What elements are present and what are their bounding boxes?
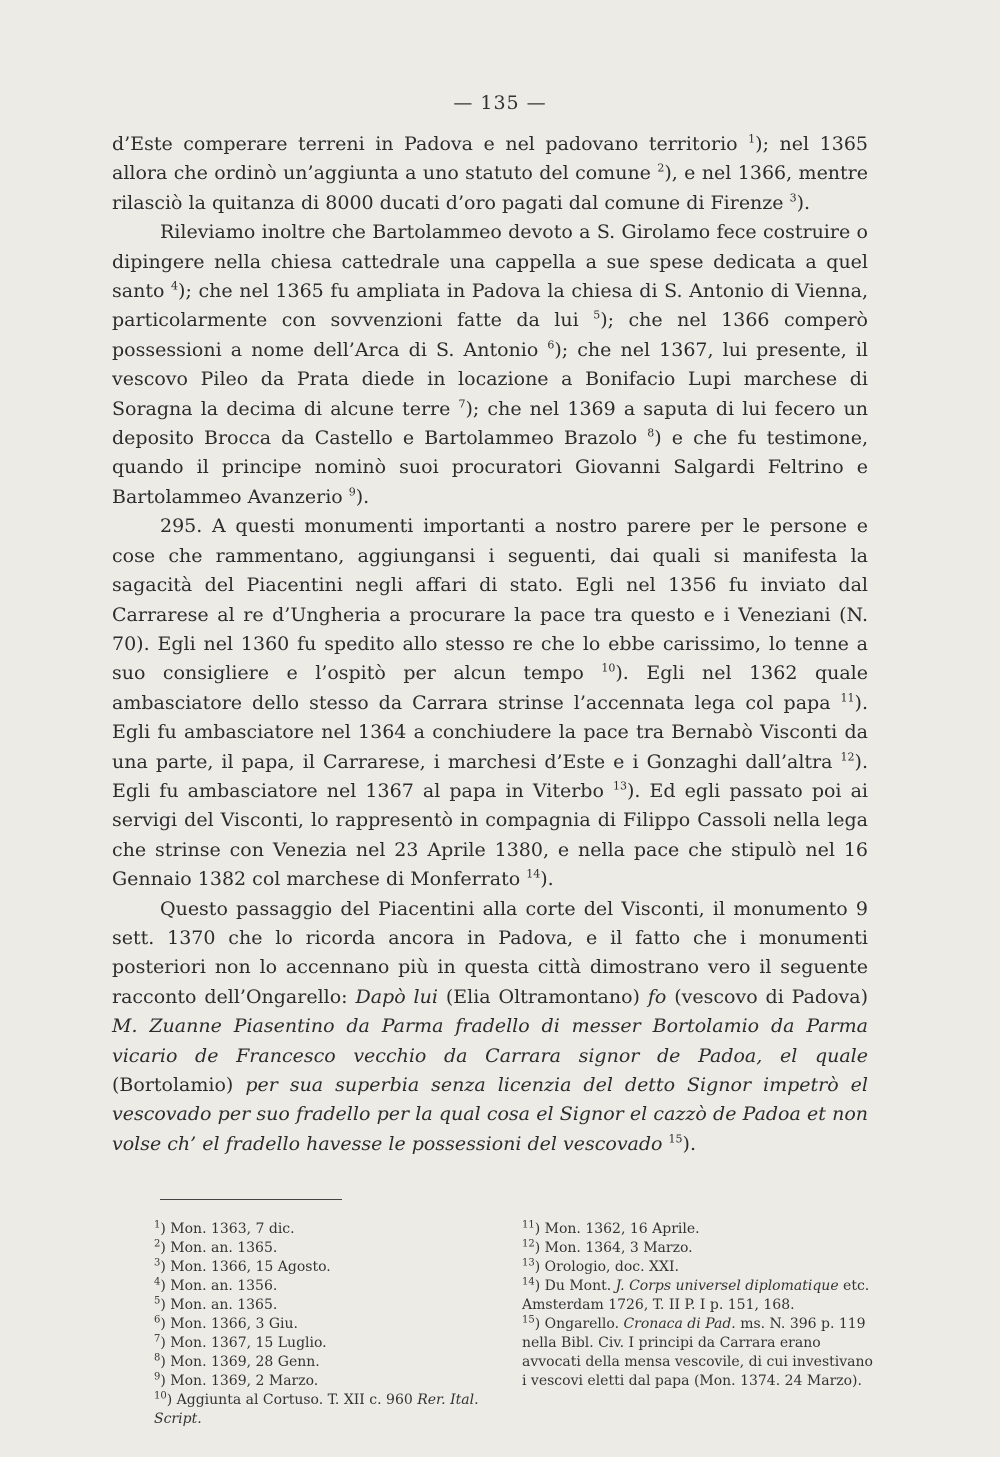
footnote-ref: 5 bbox=[593, 309, 601, 323]
footnote-ref: 9 bbox=[348, 485, 356, 499]
footnote-number: 15 bbox=[522, 1314, 535, 1326]
footnote-number: 8 bbox=[154, 1352, 161, 1364]
text-run: ), e nel 1366, mentre rilasciò la quitanza di 8000 ducati d’oro pagati dal comune di Firenze bbox=[112, 162, 869, 214]
text-run: ) Orologio, doc. XXI. bbox=[534, 1259, 679, 1276]
italic-text: M. Zuanne Piasentino da Parma fradello di messer Bortolamio da Parma vicario de Francesco vecchio da Carrara signor de Padoa, el quale bbox=[112, 1015, 868, 1067]
main-text bbox=[112, 130, 868, 1159]
text-run: d’Este comperare terreni in Padova e nel padovano territorio bbox=[112, 133, 749, 155]
footnote-number: 11 bbox=[522, 1219, 535, 1231]
footnote-number: 1 bbox=[154, 1219, 161, 1231]
text-run: ) Mon. 1362, 16 Aprile. bbox=[534, 1221, 700, 1238]
footnote bbox=[522, 1258, 878, 1277]
text-run: ) Mon. an. 1365. bbox=[160, 1297, 278, 1314]
footnote bbox=[154, 1220, 506, 1239]
footnotes-left-column bbox=[118, 1220, 506, 1429]
footnotes bbox=[118, 1220, 878, 1429]
text-run: ) Mon. 1369, 2 Marzo. bbox=[160, 1373, 319, 1390]
text-run: ) Du Mont. bbox=[534, 1278, 616, 1295]
text-run: (vescovo di Padova) bbox=[666, 985, 869, 1008]
footnote-number: 13 bbox=[522, 1257, 535, 1269]
footnotes-right-column bbox=[506, 1220, 878, 1429]
text-run: ) Mon. 1363, 7 dic. bbox=[160, 1221, 295, 1238]
text-run: ). Egli nel 1362 quale ambasciatore dello stesso da Carrara strinse l’accennata lega col papa bbox=[112, 662, 868, 714]
footnote-ref: 8 bbox=[647, 426, 655, 440]
footnote bbox=[154, 1239, 506, 1258]
footnote-ref: 11 bbox=[840, 691, 855, 705]
footnote-ref: 15 bbox=[668, 1132, 683, 1146]
text-run: (Elia Oltramontano) bbox=[437, 985, 648, 1008]
text-run: 295. A questi monumenti importanti a nostro parere per le persone e cose che rammentano, aggiungansi i seguenti, dai quali si manifesta la sagacità del Piacentini negli affari di stato. Egli nel 1356 fu inviato dal Carrarese al re d’Ungheria a procurare la pace tra questo e i Veneziani (N. 70). Egli nel 1360 fu spedito allo stesso re che lo ebbe carissimo, lo tenne a suo consigliere e l’ospitò per alcun tempo bbox=[112, 515, 868, 685]
footnote-ref: 14 bbox=[526, 867, 541, 881]
footnote bbox=[154, 1296, 506, 1315]
text-run: ). Ed egli passato poi ai servigi del Visconti, lo rappresentò in compagnia di Filippo Cassoli nella lega che strinse con Venezia nel 23 Aprile 1380, e nella pace che stipulò nel 16 Gennaio 1382 col marchese di Monferrato bbox=[112, 779, 869, 891]
paragraph bbox=[112, 512, 868, 894]
footnote-number: 2 bbox=[154, 1238, 161, 1250]
footnote bbox=[154, 1353, 506, 1372]
footnote bbox=[154, 1277, 506, 1296]
footnote-number: 7 bbox=[154, 1333, 161, 1345]
footnote bbox=[154, 1391, 506, 1429]
footnote-ref: 7 bbox=[458, 397, 466, 411]
text-run: ) e che fu testimone, quando il principe nominò suoi procuratori Giovanni Salgardi Feltrino e Bartolammeo Avanzerio bbox=[112, 427, 868, 508]
text-run: ) Mon. 1366, 3 Giu. bbox=[160, 1316, 298, 1333]
text-run: ). bbox=[796, 191, 811, 214]
paragraph bbox=[112, 895, 868, 1160]
footnote-ref: 6 bbox=[547, 338, 555, 352]
text-run: ); nel 1365 allora che ordinò un’aggiunta a uno statuto del comune bbox=[112, 133, 868, 185]
italic-text: Cronaca di Pad. bbox=[623, 1316, 736, 1333]
footnote bbox=[522, 1220, 878, 1239]
footnote-ref: 2 bbox=[657, 162, 665, 176]
text-run: ); che nel 1365 fu ampliata in Padova la chiesa di S. Antonio di Vienna, particolarmente con sovvenzioni fatte da lui bbox=[112, 280, 868, 332]
footnote-number: 9 bbox=[154, 1371, 161, 1383]
text-run: ) Mon. 1364, 3 Marzo. bbox=[534, 1240, 693, 1257]
footnote bbox=[154, 1258, 506, 1277]
footnote-number: 12 bbox=[522, 1238, 535, 1250]
footnote-number: 14 bbox=[522, 1276, 535, 1288]
page-number: — 135 — bbox=[453, 92, 547, 114]
italic-text: Dapò lui bbox=[355, 985, 438, 1008]
text-run: ); che nel 1367, lui presente, il vescovo Pileo da Prata diede in locazione a Bonifacio Lupi marchese di Soragna la decima di alcune terre bbox=[112, 338, 868, 420]
footnote-ref: 12 bbox=[840, 750, 855, 764]
text-run: ) Ongarello. bbox=[534, 1316, 624, 1333]
footnote-separator bbox=[160, 1199, 342, 1200]
text-run: Questo passaggio del Piacentini alla corte del Visconti, il monumento 9 sett. 1370 che lo ricorda ancora in Padova, e il fatto che i monumenti posteriori non lo accennano più in questa città dimostrano vero il seguente racconto dell’Ongarello: bbox=[112, 897, 868, 1008]
footnote-number: 4 bbox=[154, 1276, 161, 1288]
italic-text: fo bbox=[647, 985, 667, 1008]
text-run: ) Mon. 1369, 28 Genn. bbox=[160, 1354, 320, 1371]
text-run: ); che nel 1369 a saputa di lui fecero un deposito Brocca da Castello e Bartolammeo Brazolo bbox=[112, 397, 868, 450]
text-run: ); che nel 1366 comperò possessioni a nome dell’Arca di S. Antonio bbox=[112, 309, 868, 361]
text-run: ) Mon. an. 1356. bbox=[160, 1278, 278, 1295]
text-run: ). bbox=[682, 1132, 696, 1155]
text-run: ). Egli fu ambasciatore nel 1367 al papa in Viterbo bbox=[112, 750, 868, 802]
footnote-ref: 1 bbox=[748, 132, 756, 146]
footnote bbox=[154, 1315, 506, 1334]
footnote-ref: 3 bbox=[789, 191, 797, 205]
footnote bbox=[522, 1239, 878, 1258]
paragraph bbox=[112, 218, 868, 512]
text-run: etc. Amsterdam 1726, T. II P. I p. 151, 168. bbox=[522, 1278, 870, 1314]
footnote-number: 6 bbox=[154, 1314, 161, 1326]
text-run: ). Egli fu ambasciatore nel 1364 a conchiudere la pace tra Bernabò Visconti da una parte, il papa, il Carrarese, i marchesi d’Este e i Gonzaghi dall’altra bbox=[112, 691, 868, 773]
footnote-number: 5 bbox=[154, 1295, 161, 1307]
text-run: ). bbox=[355, 485, 370, 508]
footnote-number: 10 bbox=[154, 1390, 167, 1402]
footnote-ref: 10 bbox=[601, 661, 616, 675]
text-run: ) Mon. 1367, 15 Luglio. bbox=[160, 1335, 327, 1352]
text-run: (Bortolamio) bbox=[112, 1074, 246, 1096]
italic-text: Rer. Ital. Script. bbox=[154, 1392, 479, 1428]
text-run: ms. N. 396 p. 119 nella Bibl. Civ. I principi da Carrara erano avvocati della mensa vescovile, di cui investivano i vescovi eletti dal papa (Mon. 1374. 24 Marzo). bbox=[522, 1316, 873, 1390]
text-run: Rileviamo inoltre che Bartolammeo devoto a S. Girolamo fece costruire o dipingere nella chiesa cattedrale una cappella a sue spese dedicata a quel santo bbox=[112, 221, 868, 303]
text-run: ) Mon. an. 1365. bbox=[160, 1240, 278, 1257]
text-run: ) Mon. 1366, 15 Agosto. bbox=[160, 1259, 331, 1276]
footnote bbox=[522, 1315, 878, 1391]
text-run: ) Aggiunta al Cortuso. T. XII c. 960 bbox=[166, 1392, 418, 1409]
paragraph bbox=[112, 130, 868, 218]
italic-text: per sua superbia senza licenzia del detto Signor impetrò el vescovado per suo fradello per la qual cosa el Signor el cazzò de Padoa et non volse ch’ el fradello havesse le possessioni del vescovado bbox=[112, 1074, 869, 1155]
footnote-ref: 13 bbox=[613, 779, 627, 793]
italic-text: J. Corps universel diplomatique bbox=[615, 1278, 839, 1295]
footnote bbox=[154, 1334, 506, 1353]
footnote bbox=[154, 1372, 506, 1391]
footnote bbox=[522, 1277, 878, 1315]
footnote-ref: 4 bbox=[171, 279, 179, 293]
text-run: ). bbox=[540, 868, 554, 891]
footnote-number: 3 bbox=[154, 1257, 161, 1269]
